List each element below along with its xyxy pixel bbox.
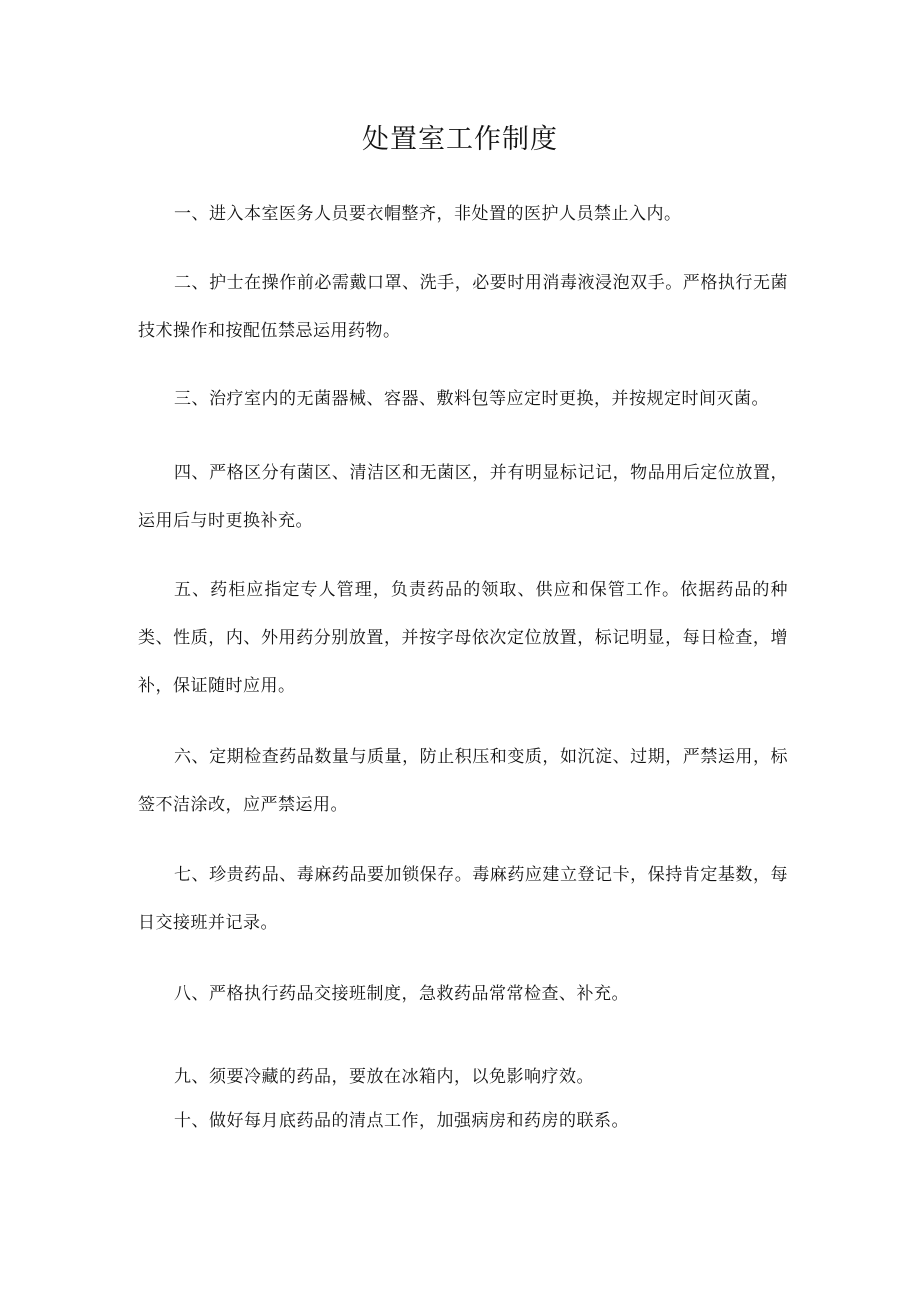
- document-title: 处置室工作制度: [362, 124, 558, 155]
- rule-paragraph-5: 五、药柜应指定专人管理，负责药品的领取、供应和保管工作。依据药品的种类、性质，内、外用药分别放置，并按字母依次定位放置，标记明显，每日检查，增补，保证随时应用。: [138, 580, 788, 696]
- rule-paragraph-4: 四、严格区分有菌区、清洁区和无菌区，并有明显标记记，物品用后定位放置，运用后与时更换补充。: [138, 463, 788, 531]
- rule-paragraph-9: 九、须要冷藏的药品，要放在冰箱内，以免影响疗效。: [174, 1067, 594, 1087]
- rule-paragraph-2: 二、护士在操作前必需戴口罩、洗手，必要时用消毒液浸泡双手。严格执行无菌技术操作和按配伍禁忌运用药物。: [138, 273, 788, 341]
- rule-paragraph-8: 八、严格执行药品交接班制度，急救药品常常检查、补充。: [174, 984, 629, 1004]
- rule-paragraph-1: 一、进入本室医务人员要衣帽整齐，非处置的医护人员禁止入内。: [174, 204, 682, 224]
- rule-paragraph-3: 三、治疗室内的无菌器械、容器、敷料包等应定时更换，并按规定时间灭菌。: [174, 389, 769, 409]
- rule-paragraph-10: 十、做好每月底药品的清点工作，加强病房和药房的联系。: [174, 1111, 629, 1131]
- rule-paragraph-7: 七、珍贵药品、毒麻药品要加锁保存。毒麻药应建立登记卡，保持肯定基数，每日交接班并记录。: [138, 865, 788, 933]
- rule-paragraph-6: 六、定期检查药品数量与质量，防止积压和变质，如沉淀、过期，严禁运用，标签不洁涂改，应严禁运用。: [138, 747, 788, 815]
